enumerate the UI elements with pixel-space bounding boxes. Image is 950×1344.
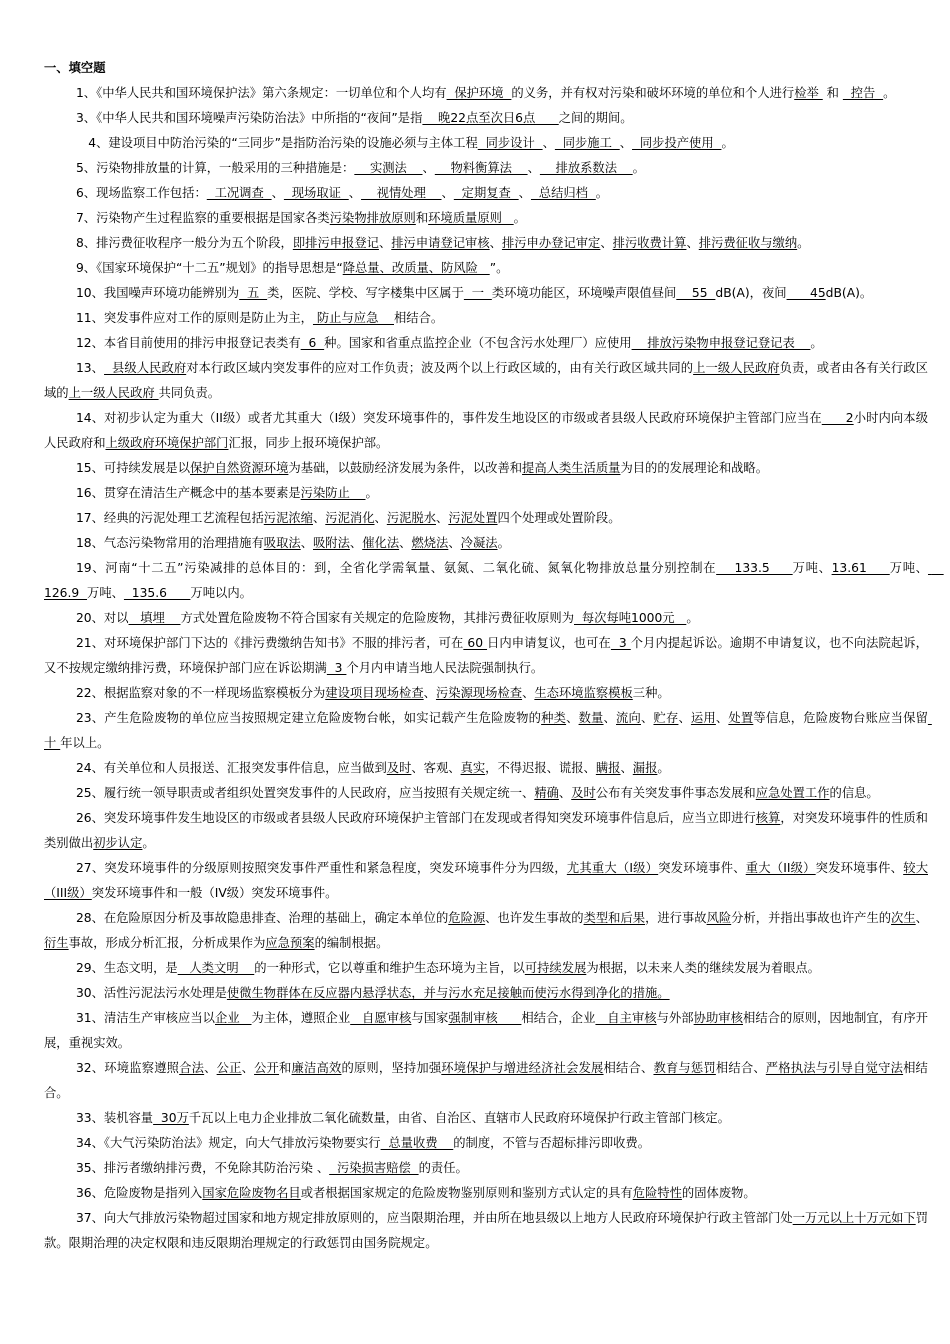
question-text: 18、气态污染物常用的治理措施有: [75, 536, 264, 550]
answer-blank: 保护环境: [446, 86, 512, 100]
question-text: 。: [721, 136, 734, 150]
question-text: 年以上。: [60, 736, 110, 750]
question-text: 、: [423, 686, 436, 700]
answer-blank: 同步投产使用: [632, 136, 722, 150]
question-text: 11、突发事件应对工作的原则是防止为主，: [75, 311, 313, 325]
answer-blank: 企业: [215, 1011, 252, 1025]
answer-blank: 合法: [179, 1061, 205, 1075]
answer-blank: 133.5: [716, 561, 793, 575]
question-list: [44, 81, 944, 1256]
answer-blank: 同步施工: [554, 136, 620, 150]
answer-blank: 建设项目现场检查: [325, 686, 424, 700]
question-text: 16、贯穿在清洁生产概念中的基本要素是: [75, 486, 301, 500]
question-text: 。: [513, 211, 526, 225]
question-text: 的原则，坚持加强: [341, 1061, 442, 1075]
question-item-q4: [44, 131, 928, 156]
question-text: 分析，并指出事故也许产生的: [731, 911, 892, 925]
question-text: dB(A)，夜间: [715, 286, 787, 300]
question-text: 相结合、: [715, 1061, 766, 1075]
question-text: 和: [822, 86, 843, 100]
question-item-q26: [44, 806, 928, 856]
question-text: 26、突发环境事件发生地设区的市级或者县级人民政府环境保护主管部门在发现或者得知突发环境事件信息后，应当立即进行: [75, 811, 756, 825]
question-text: 之间的期间。: [558, 111, 633, 125]
question-text: 的固体废物。: [681, 1186, 756, 1200]
answer-blank: 类型和后果: [583, 911, 646, 925]
answer-blank: 视情处理: [361, 186, 442, 200]
question-item-q30: [44, 981, 928, 1006]
question-text: 30、活性污泥法污水处理是: [75, 986, 227, 1000]
question-text: 、: [241, 1061, 255, 1075]
answer-blank: 排放系数法: [539, 161, 633, 175]
answer-blank: 即排污申报登记: [292, 236, 379, 250]
question-text: 23、产生危险废物的单位应当按照规定建立危险废物台帐，如实记载产生危险废物的: [75, 711, 542, 725]
question-text: 相结合、: [603, 1061, 654, 1075]
answer-blank: 同步设计: [477, 136, 543, 150]
question-text: 事故，形成分析汇报，分析成果作为: [68, 936, 266, 950]
question-text: 15、可持续发展是以: [75, 461, 190, 475]
question-text: 万吨、: [792, 561, 832, 575]
question-item-q31: [44, 1006, 928, 1056]
answer-blank: 吸附法: [313, 536, 350, 550]
answer-blank: 上级政府环境保护部门: [105, 436, 229, 450]
answer-blank: 保护自然资源环境: [190, 461, 289, 475]
question-text: 21、对环境保护部门下达的《排污费缴纳告知书》不服的排污者，可在: [75, 636, 464, 650]
question-item-q15: [44, 456, 928, 481]
question-text: 相结合的原则，因地制宜，有序开展，重视实效。: [44, 1011, 928, 1050]
answer-blank: 次生: [891, 911, 916, 925]
question-text: 、: [204, 1061, 217, 1075]
question-text: 的责任。: [418, 1161, 468, 1175]
question-text: 20、对以: [75, 611, 129, 625]
question-text: 、: [603, 711, 617, 725]
answer-blank: 物料衡算法: [434, 161, 528, 175]
question-text: 、: [348, 186, 362, 200]
question-text: 12、本省目前使用的排污申报登记表类有: [75, 336, 301, 350]
answer-blank: 危险特性: [632, 1186, 682, 1200]
question-text: 为基础，以鼓励经济发展为条件，以改善和: [288, 461, 523, 475]
question-text: 、: [374, 511, 387, 525]
answer-blank: 应急处置工作: [755, 786, 830, 800]
question-text: 、: [678, 711, 691, 725]
question-text: 方式处置危险废物不符合国家有关规定的危险废物，其排污费征收原则为: [180, 611, 574, 625]
answer-blank: 真实: [460, 761, 486, 775]
question-text: 、: [715, 711, 729, 725]
question-item-q21: [44, 631, 928, 681]
question-text: 汇报，同步上报环境保护部。: [228, 436, 389, 450]
answer-blank: 一万元以上十万元如下: [792, 1211, 916, 1225]
question-text: 、: [915, 911, 928, 925]
question-text: 、: [441, 186, 454, 200]
answer-blank: 较大（III级）: [44, 861, 928, 900]
question-text: 29、生态文明，是: [75, 961, 178, 975]
answer-blank: 环境保护与增进经济社会发展: [441, 1061, 604, 1075]
answer-blank: 衍生: [44, 936, 69, 950]
question-text: 四个处理或处置阶段。: [497, 511, 621, 525]
question-text: 32、环境监察遵照: [75, 1061, 180, 1075]
answer-blank: 污染源现场检查: [435, 686, 523, 700]
question-text: 。: [686, 611, 699, 625]
answer-blank: 种类: [541, 711, 567, 725]
question-item-q24: [44, 756, 928, 781]
answer-blank: 污泥浓缩: [263, 511, 313, 525]
question-text: 。: [632, 161, 645, 175]
answer-blank: 协助审核: [693, 1011, 743, 1025]
question-text: 、: [542, 136, 555, 150]
question-text: 、: [448, 536, 461, 550]
question-text: 的编制根据。: [314, 936, 389, 950]
answer-blank: 总量收费: [380, 1136, 454, 1150]
answer-blank: 及时: [571, 786, 596, 800]
question-text: 与国家: [411, 1011, 449, 1025]
answer-blank: 提高人类生活质量: [522, 461, 621, 475]
question-text: 3、《中华人民共和国环境噪声污染防治法》中所指的“夜间”是指: [75, 111, 423, 125]
question-text: 。: [810, 336, 823, 350]
answer-blank: 严格执法与引导自觉守法: [765, 1061, 904, 1075]
question-text: 6、现场监察工作包括：: [75, 186, 207, 200]
question-text: 33、装机容量: [75, 1111, 154, 1125]
question-item-q32: [44, 1056, 928, 1106]
answer-blank: 风险: [706, 911, 732, 925]
question-item-q28: [44, 906, 928, 956]
answer-blank: 实测法: [354, 161, 423, 175]
question-text: 22、根据监察对象的不一样现场监察模板分为: [75, 686, 326, 700]
question-text: 。: [797, 236, 810, 250]
answer-blank: 晚22点至次日6点: [422, 111, 559, 125]
answer-blank: 每次每吨1000元: [574, 611, 687, 625]
question-text: 、客观、: [411, 761, 461, 775]
question-item-q1: [44, 81, 928, 106]
question-text: 35、排污者缴纳排污费，不免除其防治污染 、: [75, 1161, 330, 1175]
question-item-q37: [44, 1206, 928, 1256]
answer-blank: 污染防止: [300, 486, 366, 500]
question-text: 万吨以内。: [190, 586, 252, 600]
question-text: 5、污染物排放量的计算，一般采用的三种措施是：: [75, 161, 355, 175]
question-text: 的信息。: [829, 786, 879, 800]
question-item-q7: [44, 206, 928, 231]
answer-blank: 6: [300, 336, 325, 350]
question-item-q36: [44, 1181, 928, 1206]
answer-blank: 13.61: [831, 561, 890, 575]
answer-blank: 污泥消化: [325, 511, 375, 525]
answer-blank: 环境质量原则: [428, 211, 514, 225]
question-text: 、: [489, 236, 502, 250]
question-text: 突发环境事件、: [815, 861, 904, 875]
question-text: 等信息，危险废物台账应当保留: [753, 711, 928, 725]
question-text: 为根据，以未来人类的继续发展为着眼点。: [586, 961, 820, 975]
question-text: 共同负责。: [158, 386, 221, 400]
question-text: 14、对初步认定为重大（II级）或者尤其重大（I级）突发环境事件的，事件发生地设区的市级或者县级人民政府环境保护主管部门应当在: [75, 411, 822, 425]
question-text: 36、危险废物是指列入: [75, 1186, 203, 1200]
answer-blank: 填埋: [128, 611, 181, 625]
question-text: 个月内申请当地人民法院强制执行。: [346, 661, 544, 675]
answer-blank: 处置: [728, 711, 754, 725]
question-text: ，进行事故: [645, 911, 707, 925]
answer-blank: 使微生物群体在反应器内悬浮状态，并与污水充足接触而使污水得到净化的措施。: [226, 986, 670, 1000]
answer-blank: 55: [676, 286, 716, 300]
answer-blank: 污泥脱水: [386, 511, 437, 525]
answer-blank: 检举: [794, 86, 823, 100]
question-text: 为目的的发展理论和战略。: [620, 461, 769, 475]
question-item-q23: [44, 706, 932, 756]
question-text: 、: [620, 761, 633, 775]
question-item-q3: [44, 106, 928, 131]
answer-blank: 上一级人民政府: [68, 386, 159, 400]
question-text: 种。国家和省重点监控企业（不包含污水处理厂）应使用: [324, 336, 632, 350]
answer-blank: 60: [463, 636, 488, 650]
question-item-q9: [44, 256, 928, 281]
question-item-q5: [44, 156, 928, 181]
question-text: 、: [422, 161, 435, 175]
question-text: dB(A)。: [825, 286, 873, 300]
answer-blank: 135.6: [123, 586, 191, 600]
question-text: 。: [365, 486, 378, 500]
question-text: ”。: [489, 261, 509, 275]
question-text: 1、《中华人民共和国环境保护法》第六条规定：一切单位和个人均有: [75, 86, 447, 100]
answer-blank: 燃烧法: [411, 536, 449, 550]
question-item-q25: [44, 781, 928, 806]
question-text: 为主体，遵照企业: [251, 1011, 351, 1025]
question-text: 、: [527, 161, 540, 175]
answer-blank: 冷凝法: [460, 536, 498, 550]
answer-blank: 生态环境监察模板: [534, 686, 633, 700]
answer-blank: 危险源: [448, 911, 486, 925]
question-text: 、: [566, 711, 579, 725]
answer-blank: 县级人民政府: [104, 361, 187, 375]
question-item-q18: [44, 531, 928, 556]
question-text: 28、在危险原因分析及事故隐患排查、治理的基础上，确定本单位的: [75, 911, 449, 925]
answer-blank: 核算: [755, 811, 781, 825]
answer-blank: 上一级人民政府: [693, 361, 780, 375]
answer-blank: 2: [821, 411, 854, 425]
question-text: 万吨、: [889, 561, 928, 575]
answer-blank: 精确: [534, 786, 559, 800]
answer-blank: 污泥处置: [448, 511, 498, 525]
answer-blank: 污染物排放原则: [329, 211, 416, 225]
question-text: 、: [436, 511, 449, 525]
question-text: 7、污染物产生过程监察的重要根据是国家各类: [75, 211, 330, 225]
question-text: 、: [522, 686, 535, 700]
question-text: 17、经典的污泥处理工艺流程包括: [75, 511, 264, 525]
answer-blank: 数量: [578, 711, 604, 725]
answer-blank: 催化法: [362, 536, 400, 550]
answer-blank: 控告: [842, 86, 884, 100]
answer-blank: 自主审核: [595, 1011, 657, 1025]
answer-blank: 排污费征收与缴纳: [698, 236, 798, 250]
answer-blank: 45: [786, 286, 826, 300]
question-text: 公布有关突发事件事态发展和: [595, 786, 756, 800]
answer-blank: 定期复查: [453, 186, 519, 200]
question-text: 、: [619, 136, 633, 150]
answer-blank: 排污收费计算: [612, 236, 687, 250]
question-text: 37、向大气排放污染物超过国家和地方规定排放原则的，应当限期治理，并由所在地县级以上地方人民政府环境保护行政主管部门处: [75, 1211, 793, 1225]
question-text: 34、《大气污染防治法》规定，向大气排放污染物要实行: [75, 1136, 381, 1150]
question-text: 10、我国噪声环境功能辨别为: [75, 286, 240, 300]
question-item-q34: [44, 1131, 928, 1156]
question-text: 相结合，企业: [521, 1011, 596, 1025]
question-text: 25、履行统一领导职责或者组织处置突发事件的人民政府，应当按照有关规定统一、: [75, 786, 535, 800]
question-text: 与外部: [656, 1011, 694, 1025]
answer-blank: 及时: [386, 761, 412, 775]
answer-blank: 重大（II级）: [745, 861, 816, 875]
question-text: 24、有关单位和人员报送、汇报突发事件信息，应当做到: [75, 761, 387, 775]
question-item-q29: [44, 956, 928, 981]
question-text: 。: [497, 536, 510, 550]
answer-blank: 工况调查: [206, 186, 272, 200]
answer-blank: 国家危险废物名目: [202, 1186, 301, 1200]
answer-blank: 排污申请登记审核: [391, 236, 490, 250]
question-text: 千瓦以上电力企业排放二氧化硫数量，由省、自治区、直辖市人民政府环境保护行政主管部门核定。: [188, 1111, 730, 1125]
question-text: 。: [883, 86, 896, 100]
question-text: 、: [518, 186, 531, 200]
question-item-q19: [44, 556, 944, 606]
question-item-q20: [44, 606, 928, 631]
question-text: 27、突发环境事件的分级原则按照突发事件严重性和紧急程度，突发环境事件分为四级，: [75, 861, 567, 875]
answer-blank: 现场取证: [283, 186, 349, 200]
question-item-q12: [44, 331, 928, 356]
answer-blank: 吸取法: [263, 536, 301, 550]
answer-blank: 3: [326, 661, 347, 675]
answer-blank: 强制审核: [448, 1011, 522, 1025]
question-text: 19、河南“十二五”污染减排的总体目的：到，全省化学需氧量、氨氮、二氧化硫、氮氧化物排放总量分别控制在: [75, 561, 717, 575]
question-text: 突发环境事件、: [658, 861, 746, 875]
question-item-q16: [44, 481, 928, 506]
question-text: 、: [686, 236, 699, 250]
question-text: 、: [600, 236, 613, 250]
question-text: 三种。: [632, 686, 670, 700]
answer-blank: 瞒报: [595, 761, 621, 775]
answer-blank: 公正: [216, 1061, 242, 1075]
question-text: ，不得迟报、谎报、: [485, 761, 596, 775]
answer-blank: 初步认定: [93, 836, 143, 850]
question-text: 的制度，不管与否超标排污即收费。: [453, 1136, 651, 1150]
question-text: 日内申请复议，也可在: [487, 636, 611, 650]
answer-blank: 可持续发展: [524, 961, 587, 975]
answer-blank: 流向: [616, 711, 641, 725]
question-text: 相结合。: [394, 311, 444, 325]
answer-blank: 一: [463, 286, 492, 300]
answer-blank: 排污申办登记审定: [501, 236, 601, 250]
question-text: 或者根据国家规定的危险废物鉴别原则和鉴别方式认定的具有: [300, 1186, 633, 1200]
question-text: 4、建设项目中防治污染的“三同步”是指防治污染的设施必须与主体工程: [88, 136, 478, 150]
question-item-q6: [44, 181, 928, 206]
question-text: 、: [640, 711, 654, 725]
question-item-q35: [44, 1156, 928, 1181]
answer-blank: 贮存: [653, 711, 679, 725]
question-text: 、: [349, 536, 363, 550]
answer-blank: 人类文明: [177, 961, 255, 975]
question-text: 和: [415, 211, 429, 225]
answer-blank: 自愿审核: [350, 1011, 412, 1025]
question-text: 万吨、: [87, 586, 124, 600]
question-text: 罚款。限期治理的决定权限和违反限期治理规定的行政惩罚由国务院规定。: [44, 1211, 928, 1250]
question-text: 、: [300, 536, 313, 550]
answer-blank: 126.9: [44, 561, 944, 600]
question-text: 个月内提起诉讼。逾期不申请复议，也不向法院起诉，又不按规定缴纳排污费，环境保护部门应在诉讼期满: [44, 636, 928, 675]
question-text: 类，医院、学校、写字楼集中区属于: [267, 286, 464, 300]
answer-blank: 尤其重大（I级）: [566, 861, 659, 875]
question-text: 。: [657, 761, 670, 775]
answer-blank: 漏报: [632, 761, 658, 775]
section-title: 一、填空题: [44, 61, 106, 75]
question-text: 对本行政区域内突发事件的应对工作负责；波及两个以上行政区域的，由有关行政区域共同的: [186, 361, 694, 375]
question-text: 小时内向本级人民政府和: [44, 411, 928, 450]
question-text: 的义务，并有权对污染和破坏环境的单位和个人进行: [511, 86, 795, 100]
question-text: 13、: [75, 361, 105, 375]
question-item-q11: [44, 306, 928, 331]
question-item-q13: [44, 356, 928, 406]
question-text: 、: [312, 511, 326, 525]
question-text: 、: [399, 536, 412, 550]
question-text: 的一种形式，它以尊重和维护生态环境为主旨，以: [254, 961, 525, 975]
answer-blank: 30万: [153, 1111, 189, 1125]
answer-blank: 排放污染物申报登记登记表: [631, 336, 811, 350]
answer-blank: 教育与惩罚: [653, 1061, 716, 1075]
answer-blank: 污染损害赔偿: [329, 1161, 419, 1175]
answer-blank: 廉洁高效: [291, 1061, 342, 1075]
question-text: 9、《国家环境保护“十二五”规划》的指导思想是“: [75, 261, 343, 275]
answer-blank: 运用: [690, 711, 716, 725]
answer-blank: 防止与应急: [312, 311, 394, 325]
question-text: ，对突发环境事件的性质和类别做出: [44, 811, 928, 850]
question-item-q27: [44, 856, 928, 906]
answer-blank: 应急预案: [265, 936, 315, 950]
question-text: 、: [271, 186, 284, 200]
question-item-q8: [44, 231, 928, 256]
question-item-q14: [44, 406, 928, 456]
question-text: 相结合。: [44, 1061, 928, 1100]
question-item-q22: [44, 681, 928, 706]
question-text: 31、清洁生产审核应当以: [75, 1011, 215, 1025]
question-text: 、: [378, 236, 392, 250]
question-item-q33: [44, 1106, 928, 1131]
question-text: 。: [595, 186, 609, 200]
question-text: 。: [142, 836, 155, 850]
question-text: 、: [558, 786, 572, 800]
answer-blank: 3: [610, 636, 631, 650]
answer-blank: 五: [239, 286, 268, 300]
question-text: 8、排污费征收程序一般分为五个阶段，: [75, 236, 293, 250]
question-text: 负责，或者由各有关行政区域的: [44, 361, 928, 400]
question-text: 和: [279, 1061, 292, 1075]
answer-blank: 公开: [254, 1061, 280, 1075]
question-item-q17: [44, 506, 928, 531]
answer-blank: 十: [44, 711, 932, 750]
question-text: 突发环境事件和一般（IV级）突发环境事件。: [91, 886, 338, 900]
question-text: 、也许发生事故的: [485, 911, 584, 925]
answer-blank: 总结归档: [530, 186, 596, 200]
question-item-q10: [44, 281, 928, 306]
answer-blank: 降总量、改质量、防风险: [342, 261, 490, 275]
question-text: 类环境功能区，环境噪声限值昼间: [491, 286, 677, 300]
